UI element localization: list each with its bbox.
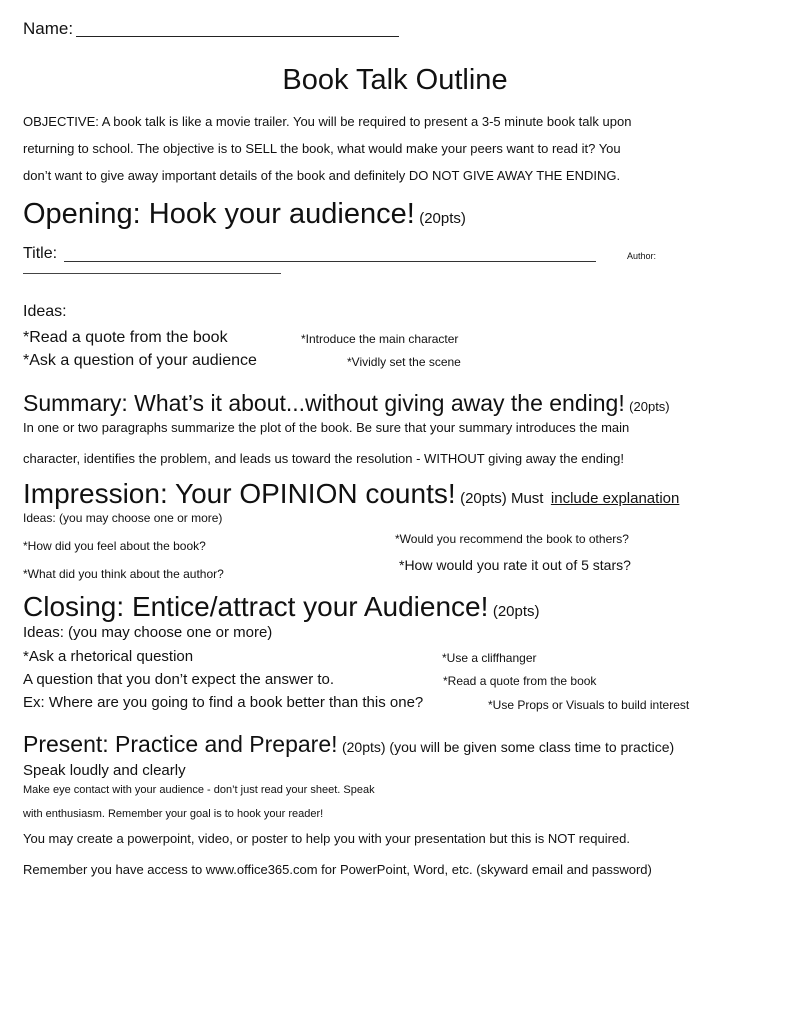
title-field[interactable] [64, 261, 596, 262]
impression-idea-1: *How did you feel about the book? [23, 539, 206, 553]
impression-idea-2: *What did you think about the author? [23, 567, 224, 581]
impression-idea-3: *Would you recommend the book to others? [395, 532, 629, 546]
impression-ideas-label: Ideas: (you may choose one or more) [23, 511, 223, 525]
summary-points: (20pts) [629, 399, 670, 414]
summary-line-2: character, identifies the problem, and leads us toward the resolution - WITHOUT giving away the ending! [23, 451, 624, 466]
present-note-1: You may create a powerpoint, video, or poster to help you with your presentation but this is NOT required. [23, 831, 631, 846]
closing-ideas-label: Ideas: (you may choose one or more) [23, 624, 273, 641]
opening-idea-2: *Ask a question of your audience [23, 352, 257, 369]
closing-points: (20pts) [492, 603, 540, 620]
closing-heading [23, 591, 540, 623]
summary-line-1: In one or two paragraphs summarize the plot of the book. Be sure that your summary introduces the main [23, 420, 630, 435]
opening-idea-1: *Read a quote from the book [23, 329, 228, 346]
opening-points: (20pts) [419, 210, 466, 227]
opening-heading-text: Opening: Hook your audience! [23, 198, 415, 230]
present-points: (20pts) (you will be given some class time to practice) [341, 739, 675, 755]
present-line-2: with enthusiasm. Remember your goal is to hook your reader! [23, 808, 324, 820]
present-note-2: Remember you have access to www.office365.com for PowerPoint, Word, etc. (skyward email and password) [23, 862, 652, 877]
name-label: Name: [23, 19, 74, 38]
objective-line-1: OBJECTIVE: A book talk is like a movie trailer. You will be required to present a 3-5 minute book talk upon [23, 114, 632, 129]
objective-line-2: returning to school. The objective is to SELL the book, what would make your peers want to read it? You [23, 141, 621, 156]
closing-idea-1: *Ask a rhetorical question [23, 648, 194, 665]
closing-idea-2: A question that you don’t expect the answer to. [23, 671, 335, 688]
page-title: Book Talk Outline [282, 64, 508, 96]
present-sub: Speak loudly and clearly [23, 762, 186, 779]
present-line-1: Make eye contact with your audience - don’t just read your sheet. Speak [23, 784, 375, 796]
closing-heading-text: Closing: Entice/attract your Audience! [23, 591, 489, 622]
title-label: Title: [23, 245, 58, 262]
closing-idea-5: *Read a quote from the book [443, 674, 597, 688]
opening-idea-3: *Introduce the main character [301, 332, 459, 346]
impression-heading-text: Impression: Your OPINION counts! [23, 478, 456, 509]
impression-heading [23, 478, 679, 510]
author-label: Author: [627, 251, 657, 261]
objective-line-3: don’t want to give away important details of the book and definitely DO NOT GIVE AWAY THE ENDING. [23, 168, 621, 183]
opening-ideas-label: Ideas: [23, 303, 67, 320]
author-field[interactable] [23, 273, 281, 274]
closing-idea-4: *Use a cliffhanger [442, 651, 537, 665]
opening-idea-4: *Vividly set the scene [347, 355, 461, 369]
impression-points: (20pts) Must [460, 490, 544, 507]
name-field[interactable] [76, 36, 399, 37]
summary-heading [23, 390, 670, 417]
summary-heading-text: Summary: What’s it about...without giving away the ending! [23, 390, 625, 416]
present-heading-text: Present: Practice and Prepare! [23, 731, 338, 757]
present-heading [23, 731, 674, 758]
include-explanation-note: include explanation [550, 490, 680, 507]
opening-heading [23, 198, 466, 231]
closing-idea-6: *Use Props or Visuals to build interest [488, 698, 690, 712]
closing-idea-3: Ex: Where are you going to find a book better than this one? [23, 694, 424, 711]
impression-idea-4: *How would you rate it out of 5 stars? [399, 557, 631, 573]
